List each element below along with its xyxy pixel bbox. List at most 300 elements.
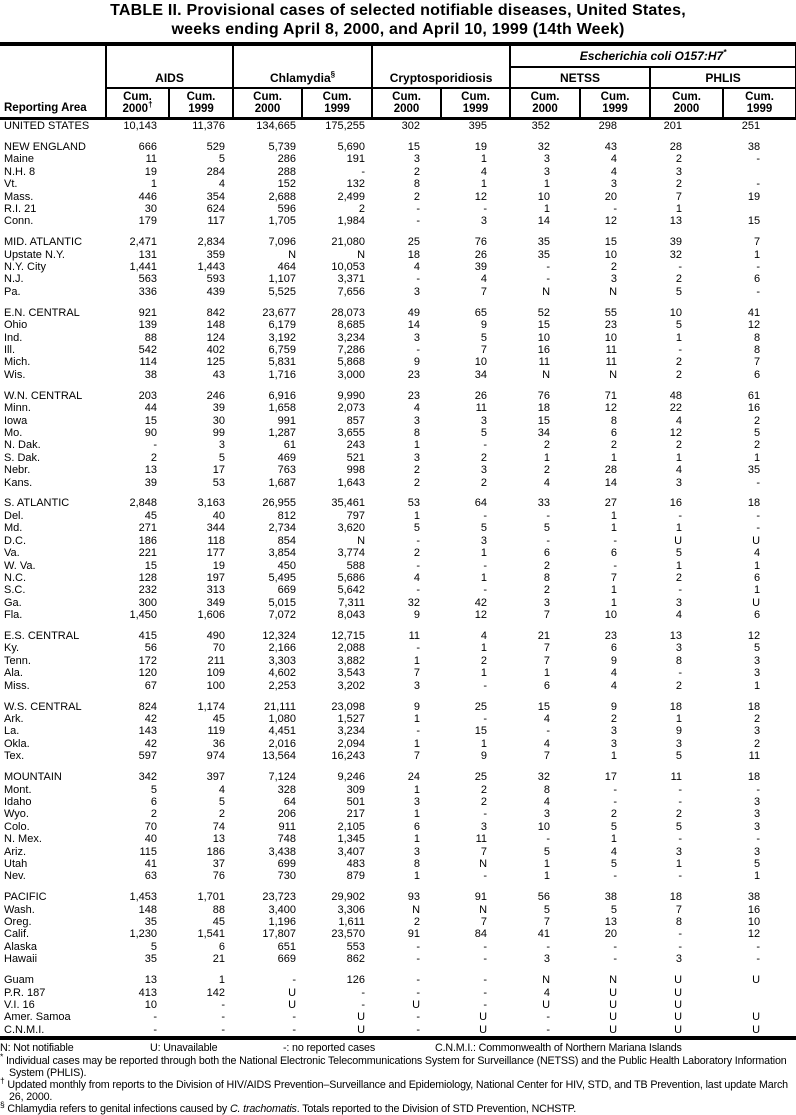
cell-value: 2,088 bbox=[337, 642, 366, 655]
cell-value: 13 bbox=[669, 215, 683, 228]
table-row bbox=[0, 725, 796, 737]
cell-value: - bbox=[416, 344, 421, 356]
cell-value: - bbox=[483, 870, 488, 883]
cell-value: 3,234 bbox=[337, 331, 366, 344]
cell-value: 5 bbox=[675, 820, 683, 833]
cell-value: 10 bbox=[537, 331, 551, 344]
row-label: Ohio bbox=[4, 319, 28, 332]
row-label: MOUNTAIN bbox=[4, 771, 62, 784]
cell-value: 2,094 bbox=[337, 737, 366, 750]
cell-value: 18 bbox=[669, 700, 683, 713]
cell-value: 186 bbox=[138, 534, 157, 547]
cell-value: 25 bbox=[474, 700, 488, 713]
cell-value: - bbox=[483, 808, 488, 821]
cell-value: - bbox=[153, 1023, 157, 1036]
cell-value: 4 bbox=[218, 783, 226, 796]
cell-value: 9 bbox=[413, 356, 421, 369]
spacer-row bbox=[0, 622, 796, 631]
cell-value: 1 bbox=[675, 451, 683, 464]
cell-value: 3 bbox=[753, 820, 761, 833]
cell-value: 1 bbox=[150, 178, 157, 191]
cell-value: 4 bbox=[610, 679, 618, 692]
cell-value: 4 bbox=[218, 178, 226, 191]
cell-value: 1 bbox=[543, 870, 551, 883]
row-label: Colo. bbox=[4, 820, 30, 833]
spacer-row bbox=[0, 132, 796, 141]
cum-header-row bbox=[0, 88, 796, 119]
cell-value: 3,620 bbox=[337, 522, 366, 535]
footnote-marker: § bbox=[0, 1099, 5, 1110]
cell-value: 3 bbox=[675, 596, 683, 609]
cell-value: U bbox=[674, 534, 683, 547]
ecoli-serotype-label: O157:H7 bbox=[671, 49, 724, 63]
table-row bbox=[0, 356, 796, 368]
cell-value: 415 bbox=[138, 630, 157, 643]
table-row bbox=[0, 141, 796, 153]
cell-value: 55 bbox=[604, 306, 618, 319]
cell-value: 63 bbox=[144, 870, 157, 883]
cell-value: - bbox=[756, 940, 761, 953]
cell-value: U bbox=[357, 1011, 366, 1024]
cell-value: 1 bbox=[413, 654, 421, 667]
cell-value: 1 bbox=[480, 178, 488, 191]
cell-value: 7,096 bbox=[268, 236, 297, 249]
row-label: R.I. 21 bbox=[4, 202, 37, 215]
cell-value: - bbox=[546, 940, 551, 953]
group-header-aids bbox=[106, 44, 233, 88]
cell-value: 2 bbox=[543, 584, 551, 597]
cell-value: 4 bbox=[675, 414, 683, 427]
footnote: † Updated monthly from reports to the Division of HIV/AIDS Prevention–Surveillance and Epidemiology, National Center for HIV, STD, and TB Prevention, last update March 26, 2000. bbox=[0, 1075, 788, 1104]
cell-value: 402 bbox=[206, 344, 226, 356]
table-row bbox=[0, 572, 796, 584]
row-label: Ky. bbox=[4, 642, 20, 655]
cell-value: 8 bbox=[413, 426, 421, 439]
cell-value: 3 bbox=[218, 439, 226, 452]
group-header-chlamydia bbox=[233, 44, 372, 88]
cell-value: 2 bbox=[480, 795, 488, 808]
cell-value: - bbox=[613, 870, 618, 883]
row-label: N.H. 8 bbox=[4, 165, 36, 178]
row-label: S.C. bbox=[4, 584, 26, 597]
cell-value: 12 bbox=[747, 928, 761, 941]
cell-value: 699 bbox=[277, 857, 297, 870]
cell-value: 3,400 bbox=[268, 903, 297, 916]
cell-value: 115 bbox=[139, 845, 157, 858]
cell-value: - bbox=[678, 795, 683, 808]
cell-value: 13 bbox=[604, 916, 618, 929]
cell-value: 34 bbox=[537, 426, 551, 439]
cell-value: 23,098 bbox=[331, 700, 366, 713]
cell-value: 56 bbox=[144, 642, 157, 655]
cell-value: - bbox=[756, 783, 761, 796]
cell-value: 17,807 bbox=[262, 928, 297, 941]
cell-value: 3 bbox=[675, 737, 683, 750]
row-label: W.N. CENTRAL bbox=[4, 389, 83, 402]
cell-value: - bbox=[221, 1023, 226, 1036]
cell-value: 1 bbox=[543, 667, 551, 680]
cell-value: 4 bbox=[480, 630, 488, 643]
cell-value: - bbox=[416, 940, 421, 953]
cell-value: - bbox=[416, 1011, 421, 1024]
cell-value: 90 bbox=[144, 426, 157, 439]
cell-value: 88 bbox=[144, 331, 157, 344]
cell-value: - bbox=[483, 559, 488, 572]
cell-value: 4 bbox=[543, 712, 551, 725]
cell-value: 5 bbox=[675, 285, 683, 298]
cell-value: 35,461 bbox=[331, 497, 366, 510]
cell-value: 3 bbox=[543, 596, 551, 609]
cell-value: 1,716 bbox=[268, 368, 297, 381]
cell-value: 1 bbox=[413, 439, 421, 452]
table-row bbox=[0, 153, 796, 165]
row-label: N.C. bbox=[4, 571, 26, 584]
cell-value: 211 bbox=[207, 654, 226, 667]
row-label: UNITED STATES bbox=[4, 120, 90, 132]
cell-value: - bbox=[756, 178, 761, 191]
table-title bbox=[0, 0, 796, 39]
cell-value: 2,253 bbox=[268, 679, 297, 692]
table-row bbox=[0, 1024, 796, 1038]
cell-value: 67 bbox=[144, 679, 157, 692]
cell-value: 624 bbox=[206, 202, 226, 215]
spacer-row bbox=[0, 298, 796, 307]
cell-value: 119 bbox=[207, 725, 226, 738]
cell-value: - bbox=[483, 999, 488, 1011]
cell-value: 3,438 bbox=[268, 845, 297, 858]
subgroup-header-phlis: PHLIS bbox=[650, 67, 796, 88]
cell-value: 91 bbox=[474, 891, 488, 904]
cell-value: 1 bbox=[610, 451, 618, 464]
cell-value: 7 bbox=[413, 750, 421, 763]
cell-value: U bbox=[674, 1023, 683, 1036]
cell-value: - bbox=[678, 509, 683, 522]
cell-value: 1 bbox=[675, 857, 683, 870]
row-label: MID. ATLANTIC bbox=[4, 236, 83, 249]
cell-value: 1 bbox=[610, 596, 618, 609]
cell-value: 3 bbox=[543, 953, 551, 966]
cell-value: 16 bbox=[747, 402, 761, 415]
footnote: § Chlamydia refers to genital infections caused by C. trachomatis. Totals reported to the Division of STD Prevention, NCHSTP. bbox=[0, 1099, 577, 1115]
cell-value: 3 bbox=[413, 845, 421, 858]
cell-value: 4 bbox=[413, 261, 421, 274]
cell-value: 5 bbox=[543, 522, 551, 535]
row-label: Maine bbox=[4, 153, 34, 166]
cell-value: - bbox=[416, 725, 421, 738]
cell-value: 8 bbox=[675, 916, 683, 929]
row-label: W.S. CENTRAL bbox=[4, 700, 82, 713]
cell-value: 19 bbox=[474, 140, 488, 153]
notifiable-diseases-table bbox=[0, 42, 796, 1040]
cell-value: - bbox=[416, 202, 421, 215]
cell-value: 1 bbox=[218, 974, 226, 987]
cell-value: 9 bbox=[413, 609, 421, 622]
title-line-2: weeks ending April 8, 2000, and April 10, 1999 (14th Week) bbox=[171, 20, 625, 38]
cell-value: 395 bbox=[468, 120, 488, 132]
cell-value: 42 bbox=[144, 737, 157, 750]
cell-value: - bbox=[613, 783, 618, 796]
table-row bbox=[0, 236, 796, 248]
cell-value: 18 bbox=[747, 497, 761, 510]
cell-value: 1,107 bbox=[268, 273, 297, 286]
cell-value: 12,715 bbox=[331, 630, 366, 643]
row-label: Minn. bbox=[4, 402, 31, 415]
cell-value: - bbox=[416, 953, 421, 966]
cell-value: 15 bbox=[537, 700, 551, 713]
cell-value: 2 bbox=[150, 808, 157, 821]
cell-value: - bbox=[483, 679, 488, 692]
row-label: Mo. bbox=[4, 426, 23, 439]
legend-not-notifiable: N: Not notifiable bbox=[0, 1042, 74, 1055]
cell-value: 15 bbox=[407, 140, 421, 153]
cell-value: 4 bbox=[753, 547, 761, 560]
cell-value: 120 bbox=[138, 667, 157, 680]
cell-value: 20 bbox=[604, 928, 618, 941]
cell-value: N bbox=[288, 248, 297, 261]
cell-value: 32 bbox=[669, 248, 683, 261]
cell-value: 1,643 bbox=[337, 476, 366, 489]
cell-value: 3 bbox=[753, 808, 761, 821]
cell-value: 15 bbox=[144, 559, 157, 572]
cell-value: 5 bbox=[480, 426, 488, 439]
cell-value: 446 bbox=[138, 190, 157, 203]
table-row bbox=[0, 941, 796, 953]
cell-value: 2 bbox=[480, 476, 488, 489]
cell-value: 3,371 bbox=[337, 273, 366, 286]
cell-value: 23 bbox=[407, 389, 421, 402]
cell-value: 2 bbox=[480, 783, 488, 796]
cell-value: 6 bbox=[218, 940, 226, 953]
cell-value: 9,246 bbox=[337, 771, 366, 784]
cell-value: 61 bbox=[747, 389, 761, 402]
cell-value: 1,287 bbox=[268, 426, 297, 439]
cell-value: 3 bbox=[413, 285, 421, 298]
cell-value: U bbox=[752, 534, 761, 547]
cell-value: 1 bbox=[675, 712, 683, 725]
cell-value: - bbox=[678, 783, 683, 796]
cell-value: 4 bbox=[610, 845, 618, 858]
cell-value: - bbox=[483, 974, 488, 987]
cell-value: 5 bbox=[150, 940, 157, 953]
cell-value: 2,688 bbox=[268, 190, 297, 203]
cell-value: 1 bbox=[480, 547, 488, 560]
cell-value: - bbox=[416, 1023, 421, 1036]
cell-value: 3 bbox=[543, 153, 551, 166]
cell-value: 100 bbox=[206, 679, 226, 692]
cell-value: 2,166 bbox=[268, 642, 297, 655]
cell-value: 6 bbox=[610, 547, 618, 560]
cell-value: 191 bbox=[346, 153, 366, 166]
table-row bbox=[0, 369, 796, 381]
row-label: Conn. bbox=[4, 215, 34, 228]
cell-value: - bbox=[483, 509, 488, 522]
cell-value: 3 bbox=[753, 845, 761, 858]
cell-value: 10 bbox=[537, 190, 551, 203]
cell-value: 309 bbox=[346, 783, 366, 796]
cell-value: 221 bbox=[138, 547, 157, 560]
cell-value: 854 bbox=[277, 534, 297, 547]
cell-value: - bbox=[756, 261, 761, 274]
table-row bbox=[0, 215, 796, 227]
cell-value: 2,499 bbox=[337, 190, 366, 203]
column-header: Cum. 1999 bbox=[441, 88, 510, 119]
cell-value: - bbox=[678, 940, 683, 953]
cell-value: - bbox=[546, 1023, 551, 1036]
cell-value: - bbox=[756, 522, 761, 535]
cell-value: 2 bbox=[753, 439, 761, 452]
table-row bbox=[0, 560, 796, 572]
table-row bbox=[0, 464, 796, 476]
cell-value: 3 bbox=[413, 153, 421, 166]
cell-value: 3 bbox=[413, 679, 421, 692]
table-row bbox=[0, 547, 796, 559]
row-label: Oreg. bbox=[4, 916, 32, 929]
cell-value: 61 bbox=[283, 439, 297, 452]
cell-value: 35 bbox=[144, 916, 157, 929]
cell-value: 490 bbox=[206, 630, 226, 643]
row-label: E.S. CENTRAL bbox=[4, 630, 80, 643]
cell-value: 12 bbox=[747, 319, 761, 332]
cell-value: 6 bbox=[753, 609, 761, 622]
cell-value: 3,854 bbox=[268, 547, 297, 560]
cell-value: 5 bbox=[218, 451, 226, 464]
row-label: PACIFIC bbox=[4, 891, 47, 904]
cell-value: - bbox=[483, 712, 488, 725]
cell-value: 7 bbox=[480, 344, 488, 356]
table-row bbox=[0, 286, 796, 298]
cell-value: 70 bbox=[144, 820, 157, 833]
cell-value: 5,525 bbox=[268, 285, 297, 298]
row-label: Idaho bbox=[4, 795, 32, 808]
cell-value: 148 bbox=[206, 319, 226, 332]
cell-value: U bbox=[752, 1023, 761, 1036]
table-row bbox=[0, 497, 796, 509]
cell-value: 824 bbox=[138, 700, 157, 713]
cell-value: 8 bbox=[753, 344, 761, 356]
cell-value: 17 bbox=[604, 771, 618, 784]
cell-value: 596 bbox=[277, 202, 297, 215]
cell-value: 39 bbox=[144, 476, 157, 489]
cell-value: 48 bbox=[669, 389, 683, 402]
cell-value: 3 bbox=[753, 795, 761, 808]
cell-value: 21 bbox=[537, 630, 551, 643]
cell-value: N bbox=[609, 285, 618, 298]
table-row bbox=[0, 891, 796, 903]
cell-value: U bbox=[609, 1011, 618, 1024]
cell-value: 7,286 bbox=[337, 344, 366, 356]
cell-value: 20 bbox=[604, 190, 618, 203]
cell-value: 23,723 bbox=[262, 891, 297, 904]
cell-value: 5 bbox=[610, 857, 618, 870]
cell-value: 35 bbox=[537, 248, 551, 261]
cell-value: 19 bbox=[144, 165, 157, 178]
row-label: Upstate N.Y. bbox=[4, 248, 65, 261]
cell-value: 11 bbox=[670, 771, 683, 784]
cell-value: 11 bbox=[605, 356, 618, 369]
cell-value: 132 bbox=[346, 178, 366, 191]
cell-value: 38 bbox=[604, 891, 618, 904]
cell-value: 8,685 bbox=[337, 319, 366, 332]
cell-value: 9 bbox=[480, 750, 488, 763]
table-row bbox=[0, 191, 796, 203]
cell-value: 6 bbox=[753, 273, 761, 286]
cell-value: 5 bbox=[150, 783, 157, 796]
cell-value: 2 bbox=[413, 916, 421, 929]
cell-value: 7 bbox=[480, 916, 488, 929]
cell-value: 3 bbox=[480, 414, 488, 427]
cell-value: 76 bbox=[474, 236, 488, 249]
cell-value: 588 bbox=[346, 559, 366, 572]
cell-value: 3 bbox=[753, 725, 761, 738]
cell-value: 464 bbox=[277, 261, 297, 274]
cell-value: 2 bbox=[543, 464, 551, 477]
row-label: N. Dak. bbox=[4, 439, 41, 452]
cell-value: N bbox=[609, 974, 618, 987]
cell-value: 32 bbox=[537, 771, 551, 784]
table-row bbox=[0, 974, 796, 986]
cell-value: 99 bbox=[212, 426, 226, 439]
cell-value: - bbox=[546, 1011, 551, 1024]
cell-value: 7 bbox=[543, 642, 551, 655]
row-label: Miss. bbox=[4, 679, 30, 692]
table-row bbox=[0, 846, 796, 858]
cell-value: 842 bbox=[206, 306, 226, 319]
title-line-1: TABLE II. Provisional cases of selected notifiable diseases, United States, bbox=[110, 2, 686, 19]
cell-value: 19 bbox=[212, 559, 226, 572]
cell-value: 342 bbox=[138, 771, 157, 784]
cell-value: 1 bbox=[543, 857, 551, 870]
table-row bbox=[0, 597, 796, 609]
cell-value: 9 bbox=[610, 654, 618, 667]
cell-value: 30 bbox=[144, 202, 157, 215]
cell-value: 3 bbox=[480, 464, 488, 477]
cell-value: 1,080 bbox=[268, 712, 297, 725]
cell-value: - bbox=[361, 986, 366, 999]
cell-value: 9 bbox=[480, 319, 488, 332]
cell-value: 44 bbox=[144, 402, 157, 415]
row-label: P.R. 187 bbox=[4, 986, 46, 999]
cell-value: 76 bbox=[212, 870, 226, 883]
cell-value: 45 bbox=[212, 916, 226, 929]
cell-value: 23 bbox=[407, 368, 421, 381]
cell-value: 1 bbox=[413, 509, 421, 522]
row-label: Utah bbox=[4, 857, 28, 870]
cell-value: 763 bbox=[277, 464, 297, 477]
cell-value: 529 bbox=[206, 140, 226, 153]
cell-value: 21,080 bbox=[331, 236, 366, 249]
header-row-1 bbox=[0, 44, 796, 67]
cell-value: 1 bbox=[610, 522, 618, 535]
cell-value: U bbox=[412, 999, 421, 1011]
cell-value: 1 bbox=[480, 667, 488, 680]
cell-value: 18 bbox=[669, 891, 683, 904]
cell-value: 12 bbox=[669, 426, 683, 439]
cell-value: 10 bbox=[474, 356, 488, 369]
cell-value: 5,831 bbox=[268, 356, 297, 369]
cell-value: U bbox=[752, 1011, 761, 1024]
cell-value: - bbox=[361, 999, 366, 1011]
cell-value: 469 bbox=[277, 451, 297, 464]
cell-value: 298 bbox=[598, 120, 618, 132]
cell-value: 6 bbox=[610, 642, 618, 655]
column-header: Cum. 2000† bbox=[106, 88, 169, 119]
table-row bbox=[0, 953, 796, 965]
cell-value: 26,955 bbox=[262, 497, 297, 510]
cell-value bbox=[723, 987, 796, 999]
cell-value: 16,243 bbox=[331, 750, 366, 763]
cell-value: 39 bbox=[474, 261, 488, 274]
cell-value: 4 bbox=[480, 165, 488, 178]
